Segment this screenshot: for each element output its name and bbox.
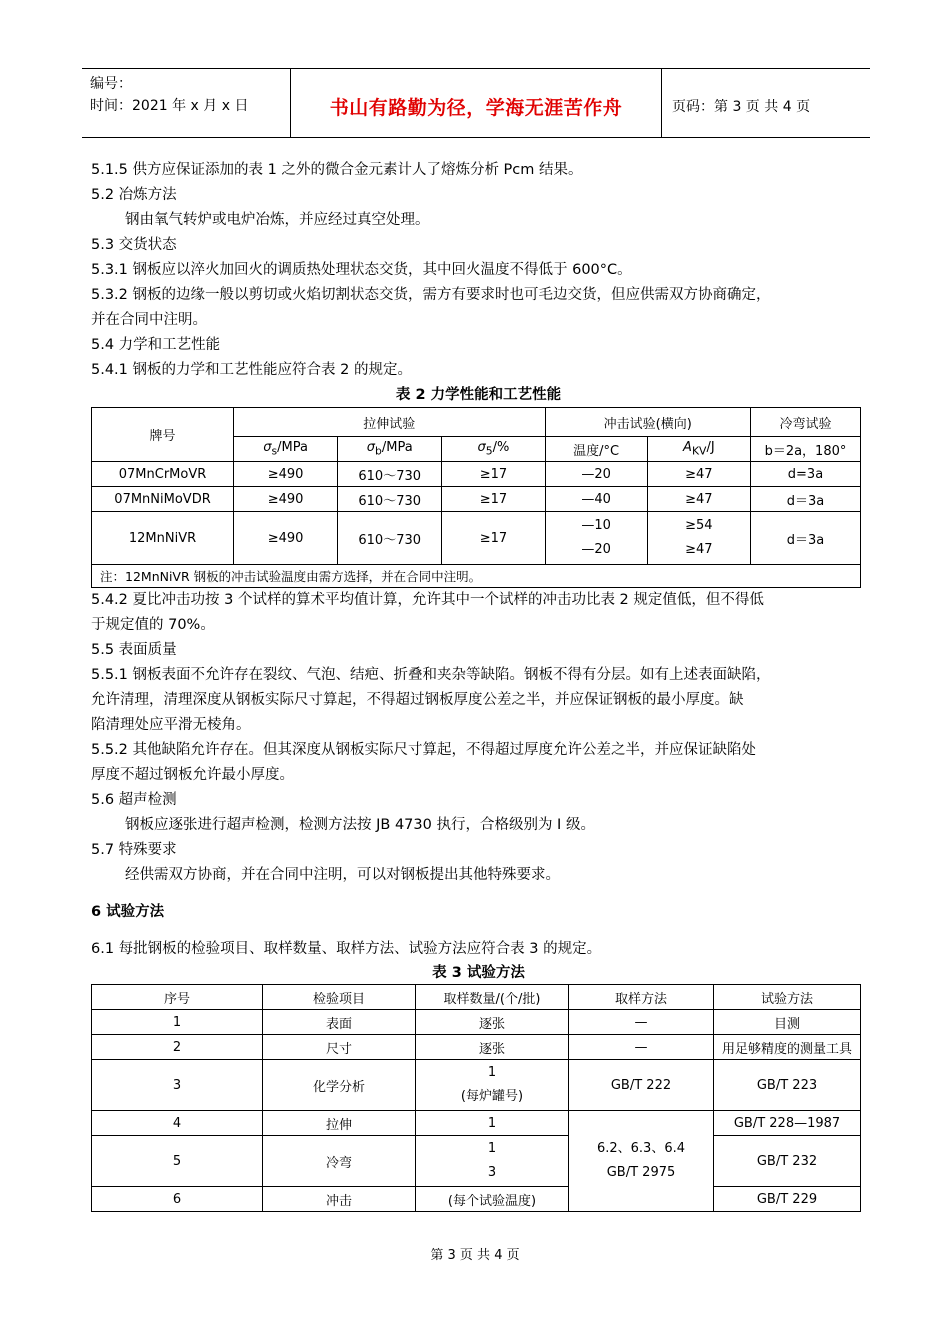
t2-group-tensile: 拉伸试验 (234, 408, 545, 437)
t3-cell: 1 (416, 1111, 569, 1136)
t2-cell: 610～730 (338, 462, 442, 487)
table-row (92, 1111, 861, 1136)
para-5-7: 经供需双方协商，并在合同中注明，可以对钢板提出其他特殊要求。 (125, 867, 560, 883)
table-row (92, 1136, 861, 1187)
t2-group-impact: 冲击试验(横向) (545, 408, 750, 437)
para-5-5-2-line2: 厚度不超过钢板允许最小厚度。 (91, 767, 294, 783)
header-meta (82, 69, 291, 137)
table-row (92, 1060, 861, 1111)
para-5-4-2-line1: 5.4.2 夏比冲击功按 3 个试样的算术平均值计算，允许其中一个试样的冲击功比表 2 规定值低，但不得低 (91, 592, 764, 608)
t2-cell: 07MnNiMoVDR (92, 487, 234, 512)
table-row (92, 512, 861, 565)
header-motto: 书山有路勤为径，学海无涯苦作舟 (291, 69, 662, 137)
t3-cell: 逐张 (416, 1035, 569, 1060)
t3-cell: 尺寸 (263, 1035, 416, 1060)
t2-note: 注：12MnNiVR 钢板的冲击试验温度由需方选择，并在合同中注明。 (92, 565, 861, 588)
para-5-5-1-line3: 陷清理处应平滑无棱角。 (91, 717, 251, 733)
section-5-2: 5.2 冶炼方法 (91, 187, 177, 203)
t2-cell: 610～730 (338, 512, 442, 565)
t3-cell: GB/T 223 (714, 1060, 861, 1111)
table2-caption: 表 2 力学性能和工艺性能 (395, 387, 562, 403)
t3-cell: 3 (92, 1060, 263, 1111)
t3-cell: 逐张 (416, 1010, 569, 1035)
t3-cell: 目测 (714, 1010, 861, 1035)
t2-cell: d＝3a (750, 512, 860, 565)
t2-cell: ≥17 (442, 487, 545, 512)
header-code: 编号： (90, 76, 132, 92)
t2-cell: ≥54 ≥47 (647, 512, 750, 565)
para-5-3-1: 5.3.1 钢板应以淬火加回火的调质热处理状态交货，其中回火温度不得低于 600°C。 (91, 262, 632, 278)
page-footer: 第 3 页 共 4 页 (430, 1248, 520, 1263)
header-page-info: 页码：第 3 页 共 4 页 (672, 99, 811, 115)
para-5-4-2-line2: 于规定值的 70%。 (91, 617, 215, 633)
t2-h-bend: b＝2a，180° (750, 437, 860, 462)
t2-cell: 07MnCrMoVR (92, 462, 234, 487)
t2-cell: ≥17 (442, 512, 545, 565)
t2-cell: ≥47 (647, 462, 750, 487)
t3-merged-method: 6.2、6.3、6.4 GB/T 2975 (569, 1111, 714, 1212)
t2-h-tensile: $\sigma_b$/MPa (338, 437, 442, 462)
t3-cell: — (569, 1010, 714, 1035)
section-5-4: 5.4 力学和工艺性能 (91, 337, 221, 353)
table2-mechanical-properties (91, 407, 861, 588)
t3-cell: GB/T 222 (569, 1060, 714, 1111)
t3-cell: — (569, 1035, 714, 1060)
para-5-5-2-line1: 5.5.2 其他缺陷允许存在。但其深度从钢板实际尺寸算起，不得超过厚度允许公差之半，并应保证缺陷处 (91, 742, 756, 758)
t3-cell: 6 (92, 1187, 263, 1212)
t2-h-temp: 温度/°C (545, 437, 647, 462)
t2-cell: ≥17 (442, 462, 545, 487)
t2-cell: 12MnNiVR (92, 512, 234, 565)
t2-group-bend: 冷弯试验 (750, 408, 860, 437)
section-5-7: 5.7 特殊要求 (91, 842, 177, 858)
t2-col-brand: 牌号 (92, 408, 234, 462)
t2-cell: ≥47 (647, 487, 750, 512)
t2-h-akv: $A_{KV}/J$ (647, 437, 750, 462)
t2-cell: —40 (545, 487, 647, 512)
t3-header: 试验方法 (714, 985, 861, 1010)
t3-cell: 5 (92, 1136, 263, 1187)
t3-cell: 用足够精度的测量工具 (714, 1035, 861, 1060)
table-row (92, 1035, 861, 1060)
table-row (92, 487, 861, 512)
para-5-5-1-line1: 5.5.1 钢板表面不允许存在裂纹、气泡、结疤、折叠和夹杂等缺陷。钢板不得有分层。如有上述表面缺陷， (91, 667, 771, 683)
t3-cell: 2 (92, 1035, 263, 1060)
t3-cell: 1 (92, 1010, 263, 1035)
t2-h-yield: $\sigma_s$/MPa (234, 437, 338, 462)
para-5-3-2-line2: 并在合同中注明。 (91, 312, 207, 328)
para-5-6: 钢板应逐张进行超声检测，检测方法按 JB 4730 执行，合格级别为 I 级。 (125, 817, 595, 833)
t3-cell: 4 (92, 1111, 263, 1136)
t3-header: 取样方法 (569, 985, 714, 1010)
header-date: 时间：2021 年 x 月 x 日 (90, 98, 249, 114)
t3-cell: 冷弯 (263, 1136, 416, 1187)
table-row (92, 1010, 861, 1035)
t2-cell: ≥490 (234, 487, 338, 512)
t2-cell: —10 —20 (545, 512, 647, 565)
t2-cell: 610～730 (338, 487, 442, 512)
t3-header: 序号 (92, 985, 263, 1010)
t3-cell: GB/T 232 (714, 1136, 861, 1187)
t3-cell: 1 3 (416, 1136, 569, 1187)
para-5-4-1: 5.4.1 钢板的力学和工艺性能应符合表 2 的规定。 (91, 362, 412, 378)
section-5-6: 5.6 超声检测 (91, 792, 177, 808)
para-6-1: 6.1 每批钢板的检验项目、取样数量、取样方法、试验方法应符合表 3 的规定。 (91, 941, 602, 957)
table3-caption: 表 3 试验方法 (432, 965, 525, 981)
t3-cell: GB/T 229 (714, 1187, 861, 1212)
section-6: 6 试验方法 (91, 904, 165, 920)
t2-cell: d=3a (750, 462, 860, 487)
t2-cell: d＝3a (750, 487, 860, 512)
t2-cell: ≥490 (234, 462, 338, 487)
para-5-1-5: 5.1.5 供方应保证添加的表 1 之外的微合金元素计人了熔炼分析 Pcm 结果。 (91, 162, 583, 178)
para-5-3-2-line1: 5.3.2 钢板的边缘一般以剪切或火焰切割状态交货，需方有要求时也可毛边交货，但应供需双方协商确定， (91, 287, 771, 303)
t3-cell: 冲击 (263, 1187, 416, 1212)
t2-cell: ≥490 (234, 512, 338, 565)
t3-cell: 1 (每炉罐号) (416, 1060, 569, 1111)
para-5-2: 钢由氧气转炉或电炉冶炼，并应经过真空处理。 (125, 212, 430, 228)
section-5-5: 5.5 表面质量 (91, 642, 177, 658)
document-body (91, 158, 866, 1212)
para-5-5-1-line2: 允许清理，清理深度从钢板实际尺寸算起，不得超过钢板厚度公差之半，并应保证钢板的最小厚度。缺 (91, 692, 744, 708)
table3-test-methods (91, 984, 861, 1212)
t3-cell: 化学分析 (263, 1060, 416, 1111)
table-row (92, 462, 861, 487)
table-row (92, 1187, 861, 1212)
t3-header: 检验项目 (263, 985, 416, 1010)
page-header (82, 68, 870, 138)
t2-h-elongation: $\sigma_5/\%$ (442, 437, 545, 462)
t3-header: 取样数量/(个/批) (416, 985, 569, 1010)
t3-cell: 拉伸 (263, 1111, 416, 1136)
t3-cell: GB/T 228—1987 (714, 1111, 861, 1136)
t3-cell: (每个试验温度) (416, 1187, 569, 1212)
section-5-3: 5.3 交货状态 (91, 237, 177, 253)
t2-cell: —20 (545, 462, 647, 487)
t3-cell: 表面 (263, 1010, 416, 1035)
